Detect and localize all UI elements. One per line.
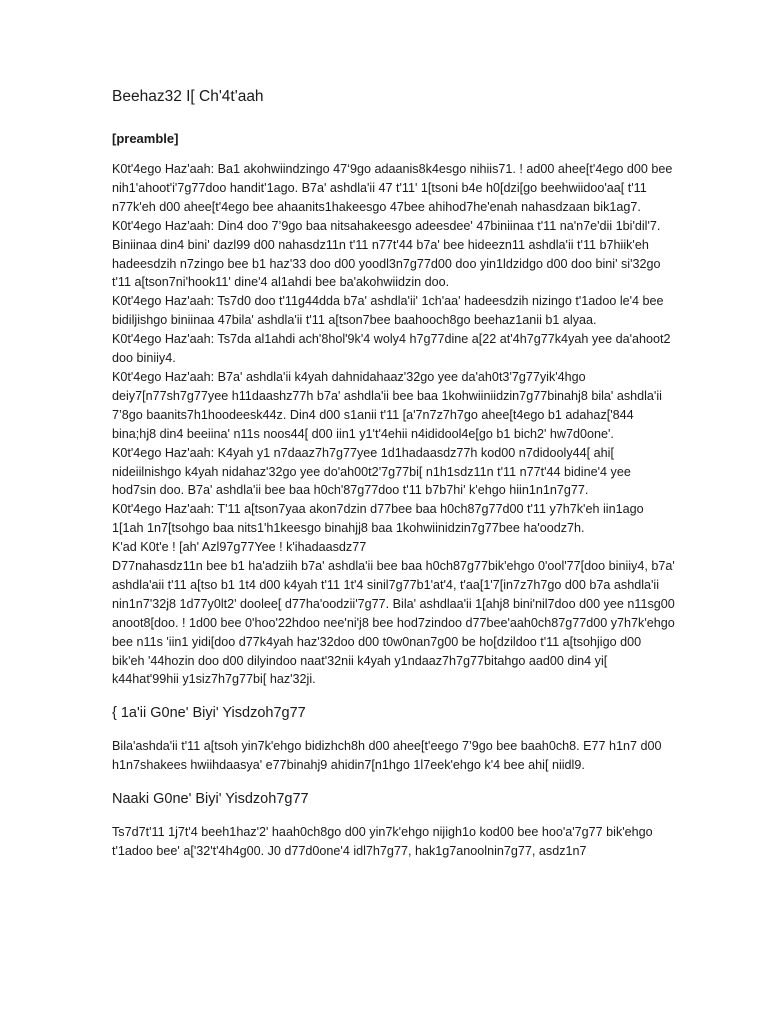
section-2-heading: Naaki G0ne' Biyi' Yisdzoh7g77 xyxy=(112,791,309,808)
section-1-body: Bila'ashda'ii t'11 a[tsoh yin7k'ehgo bidizhch8h d00 ahee[t'eego 7’9go bee baah0ch8. E77 h1n7 d00 h1n7shakees hwiihdaasya' e77binahj9 ahidin7[n1hgo 1l7eek'ehgo k'4 bee ahi[ niidl9. xyxy=(112,739,662,773)
preamble-paragraph: K0t'4ego Haz'aah: B7a' ashdla'ii k4yah dahnidahaaz'32go yee da'ah0t3'7g77yik'4hgo deiy7[n77sh7g77yee h11daashz77h b7a' ashdla'ii bee baa 1kohwiiniidzin7g77binahj8 bila' ashdla'ii 7’8go baanits7h1hoodeesk44z. Din4 d00 s1anii t'11 [a'7n7z7h7go ahee[t4ego b1 adahaz['844 bina;hj8 din4 beeiina' n11s noos44[ d00 iin1 y1't'4ehii n4ididool4e[go b1 bich2' hw7d0one'. xyxy=(112,369,662,441)
preamble-paragraph: K0t'4ego Haz'aah: K4yah y1 n7daaz7h7g77yee 1d1hadaasdz77h kod00 n7didooly44[ ahi[ nideiilnishgo k4yah nidahaz'32go yee do'ah00t2'7g77bi[ n1h1sdz11n t'11 n77t'44 bidine'4 yee hod7sin doo. B7a' ashdla'ii bee baa h0ch'87g77doo t'11 b7b7hi' k'ehgo hiin1n1n7g77. xyxy=(112,445,631,498)
section-2-body: Ts7d7t'11 1j7t'4 beeh1haz'2' haah0ch8go d00 yin7k'ehgo nijigh1o kod00 bee hoo'a'7g77 bik'ehgo t'1adoo bee' a['32't'4h4g00. J0 d77d0one'4 idl7h7g77, hak1g7anoolnin7g77, asdz1n7 xyxy=(112,825,653,859)
preamble-paragraph: K0t'4ego Haz'aah: Din4 doo 7’9go baa nitsahakeesgo adeesdee' 47biniinaa t'11 na'n7e'dii 1bi'dil'7. Biniinaa din4 bini' dazl99 d00 nahasdz11n t'11 n77t'44 b7a' bee hideezn11 ashdla'ii t'11 b7hiik'eh hadeesdzih n7zingo bee b1 haz'33 doo d00 yoodl3n7g77d00 doo yin1ldzidgo d00 doo bini' si'32go t'11 a[tson7ni'hook11' dine'4 al1ahdi bee ba'akohwiidzin doo. xyxy=(112,218,661,290)
document-title: Beehaz32 I[ Ch'4t'aah xyxy=(112,88,264,105)
preamble-paragraph: D77nahasdz11n bee b1 ha'adziih b7a' ashdla'ii bee baa h0ch87g77bik'ehgo 0'ool'77[doo biniiy4, b7a' ashdla'aii t'11 a[tso b1 1t4 d00 k4yah t'11 1t'4 sinil7g77b1'at'4, t'aa[1'7[in7z7h7go d00 b7a ashdla'ii nin1n7'32j8 1d77y0lt2' doolee[ d77ha'oodzii'7g77. Bila' ashdlaa'ii 1[ahj8 bini'nil7doo d00 yee n11sg00 anoot8[doo. ! 1d00 bee 0'hoo'22hdoo nee'ni'j8 bee hod7zindoo d77bee'aah0ch87g77d00 y7h7k'ehgo bee n11s 'iin1 yidi[doo d77k4yah haz'32doo d00 t0w0nan7g00 be ho[dzildoo t'11 a[tsohjigo d00 bik'eh '44hozin doo d00 dilyindoo naat'32nii k4yah y1ndaaz7h7g77bitahgo aad00 din4 yi[ k44hat'99hii y1siz7h7g77bi[ haz'32ji. xyxy=(112,559,675,687)
preamble-paragraph: K0t'4ego Haz'aah: Ts7d0 doo t'11g44dda b7a' ashdla'ii' 1ch'aa' hadeesdzih nizingo t'1adoo le'4 bee bidiljishgo biniinaa 47bila' ashdla'ii t'11 a[tson7bee baahooch8go beehaz1anii b1 alyaa. xyxy=(112,294,664,328)
preamble-label: [preamble] xyxy=(112,131,179,146)
preamble-paragraph: K0t'4ego Haz'aah: Ba1 akohwiindzingo 47‘9go adaanis8k4esgo nihiis71. ! ad00 ahee[t'4ego d00 bee nih1'ahoot'i'7g77doo handit'1ago. B7a' ashdla'ii 47 t'11' 1[tsoni b4e h0[dzi[go beehwiidoo'aa[ t'11 n77k'eh d00 ahee[t'4ego bee ahaanits1hakeesgo 47bee ahihod7he'enah nahasdzaan bik1ag7. xyxy=(112,162,673,214)
section-1-heading: { 1a'ii G0ne' Biyi' Yisdzoh7g77 xyxy=(112,705,306,722)
preamble-paragraph: K'ad K0t'e ! [ah' Azl97g77Yee ! k'ihadaasdz77 xyxy=(112,540,367,555)
preamble-paragraph: K0t'4ego Haz'aah: T'11 a[tson7yaa akon7dzin d77bee baa h0ch87g77d00 t'11 y7h7k'eh iin1ago 1[1ah 1n7[tsohgo baa nits1'h1keesgo binahjj8 baa 1kohwiinidzin7g77bee ha'oodz7h. xyxy=(112,502,644,536)
preamble-paragraph: K0t'4ego Haz'aah: Ts7da al1ahdi ach'8hol'9k'4 woly4 h7g77dine a[22 at'4h7g77k4yah yee da'ahoot2 doo biniiy4. xyxy=(112,332,671,366)
